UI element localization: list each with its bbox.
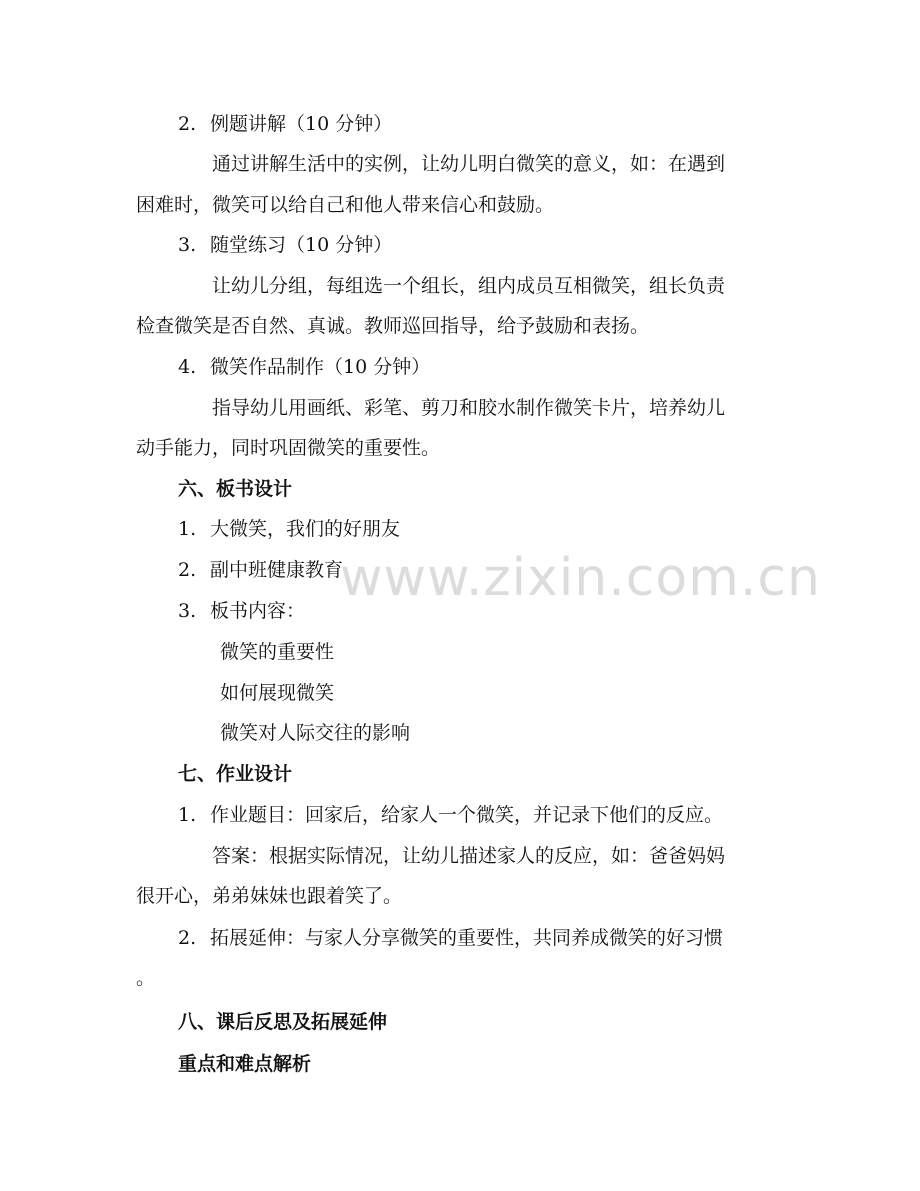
list-item-3 <box>178 233 392 257</box>
list-number: 2. <box>178 927 197 949</box>
list-title: 随堂练习（10 分钟） <box>210 234 393 256</box>
list-text: 副中班健康教育 <box>210 559 344 581</box>
list-number: 3. <box>178 600 197 622</box>
list-text: 板书内容： <box>210 600 306 622</box>
paragraph-line: 动手能力，同时巩固微笑的重要性。 <box>136 437 441 459</box>
list-item-4 <box>178 355 430 379</box>
list-text: 拓展延伸：与家人分享微笑的重要性，共同养成微笑的好习惯 <box>210 927 724 949</box>
list-number: 4. <box>178 356 197 378</box>
list-number: 2. <box>178 113 197 135</box>
section-heading: 七、作业设计 <box>178 763 293 785</box>
list-number: 1. <box>178 804 197 826</box>
paragraph-line: 检查微笑是否自然、真诚。教师巡回指导，给予鼓励和表扬。 <box>136 315 650 337</box>
paragraph-line: 让幼儿分组，每组选一个组长，组内成员互相微笑，组长负责 <box>212 275 726 297</box>
paragraph-line: 很开心，弟弟妹妹也跟着笑了。 <box>136 885 403 907</box>
paragraph-line: 通过讲解生活中的实例，让幼儿明白微笑的意义，如：在遇到 <box>212 153 726 175</box>
homework-item-1 <box>178 803 723 827</box>
paragraph-line: 困难时，微笑可以给自己和他人带来信心和鼓励。 <box>136 194 555 216</box>
list-title: 微笑作品制作（10 分钟） <box>210 356 431 378</box>
board-content-line: 微笑对人际交往的影响 <box>220 722 411 744</box>
list-item-2 <box>178 112 392 136</box>
watermark: www.zixin.com.cn <box>340 548 821 608</box>
list-text: 大微笑，我们的好朋友 <box>210 518 401 540</box>
sub-heading: 重点和难点解析 <box>178 1053 312 1075</box>
paragraph-line: 。 <box>136 967 156 989</box>
paragraph-line: 指导幼儿用画纸、彩笔、剪刀和胶水制作微笑卡片，培养幼儿 <box>212 397 726 419</box>
list-number: 1. <box>178 518 197 540</box>
homework-item-2 <box>178 926 723 950</box>
list-number: 2. <box>178 559 197 581</box>
list-text: 作业题目：回家后，给家人一个微笑，并记录下他们的反应。 <box>210 804 724 826</box>
paragraph-line: 答案：根据实际情况，让幼儿描述家人的反应，如：爸爸妈妈 <box>212 845 726 867</box>
section-heading: 六、板书设计 <box>178 478 293 500</box>
section-heading: 八、课后反思及拓展延伸 <box>178 1011 388 1033</box>
board-item-1 <box>178 517 400 541</box>
board-item-2 <box>178 558 343 582</box>
board-item-3 <box>178 599 305 623</box>
board-content-line: 如何展现微笑 <box>220 682 335 704</box>
list-title: 例题讲解（10 分钟） <box>210 113 393 135</box>
list-number: 3. <box>178 234 197 256</box>
board-content-line: 微笑的重要性 <box>220 641 335 663</box>
